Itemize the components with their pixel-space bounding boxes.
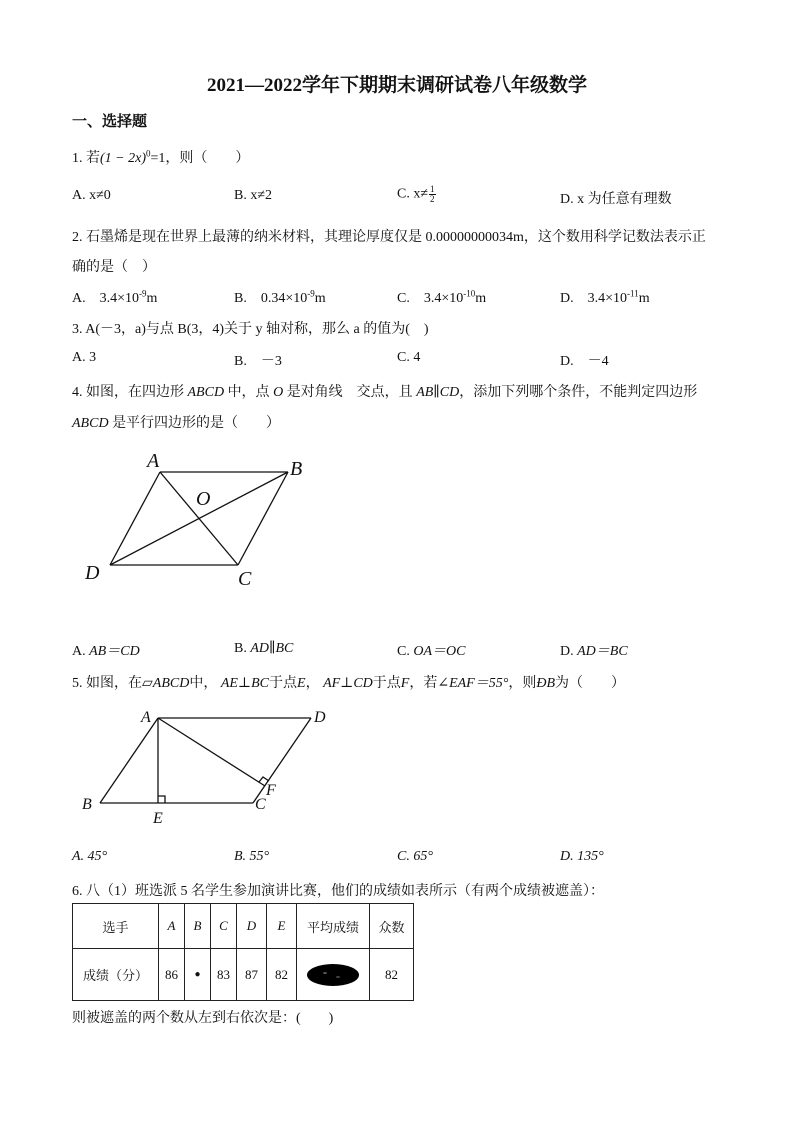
score-cell-e: 82 xyxy=(267,949,297,1001)
q5-parallelogram-figure xyxy=(75,705,345,830)
q4-option-b[interactable]: B. AD∥BC xyxy=(234,641,294,656)
table-row xyxy=(73,949,414,1001)
q5-label-e: E xyxy=(153,810,163,827)
q1-option-a[interactable]: A. x≠0 xyxy=(72,188,111,203)
q5-text: 5. 如图，在▱ABCD中， AE⊥BC于点E， AF⊥CD于点F，若∠EAF＝55°，则ÐB为（ ） xyxy=(72,676,625,691)
score-cell-mode: 82 xyxy=(370,949,414,1001)
q3-option-a[interactable]: A. 3 xyxy=(72,350,97,365)
q4-option-c[interactable]: C. OA＝OC xyxy=(397,644,466,659)
q1-option-d[interactable]: D. x 为任意有理数 xyxy=(560,192,672,207)
table-header-row xyxy=(73,904,414,949)
header-cell-d: D xyxy=(237,904,267,949)
ink-blot-icon xyxy=(305,961,361,989)
q5-label-a: A xyxy=(141,709,151,726)
q4-label-b: B xyxy=(290,458,303,480)
q1-option-c-label: C. x≠ xyxy=(397,186,429,202)
row-label-score: 成绩（分） xyxy=(73,949,159,1001)
score-cell-b: ● xyxy=(185,949,211,1001)
q5-option-d[interactable]: D. 135° xyxy=(560,849,604,864)
q4-parallelogram-figure xyxy=(70,445,330,595)
q4-label-o: O xyxy=(196,488,211,510)
q4-option-d[interactable]: D. AD＝BC xyxy=(560,644,628,659)
header-cell-average: 平均成绩 xyxy=(297,904,370,949)
score-cell-a: 86 xyxy=(159,949,185,1001)
q1-expr: (1 − 2x) xyxy=(100,151,146,166)
score-cell-d: 87 xyxy=(237,949,267,1001)
q3-option-d[interactable]: D. －4 xyxy=(560,354,609,369)
q5-label-f: F xyxy=(266,782,276,799)
question-1 xyxy=(72,147,249,167)
q3-option-c[interactable]: C. 4 xyxy=(397,350,421,365)
q1-exponent: 0 xyxy=(146,148,151,159)
q1-option-c[interactable] xyxy=(397,185,436,204)
q5-right-angle-e xyxy=(158,796,165,803)
q2-option-c[interactable]: C. $3.4\times 10^{-10}m$ xyxy=(397,288,487,306)
header-cell-player: 选手 xyxy=(73,904,159,949)
q4-option-a[interactable]: A. AB＝CD xyxy=(72,644,140,659)
q6-text: 6. 八（1）班选派 5 名学生参加演讲比赛，他们的成绩如表所示（有两个成绩被遮盖）： xyxy=(72,884,604,899)
q4-line1: 4. 如图，在四边形 ABCD 中，点 O 是对角线 交点，且 AB∥CD，添加下列哪个条件，不能判定四边形 xyxy=(72,385,698,400)
q2-option-b[interactable]: B. $0.34\times 10^{-9}m$ xyxy=(234,288,326,306)
q1-suffix: =1，则（ ） xyxy=(150,151,250,166)
q5-label-d: D xyxy=(314,709,326,726)
q3-option-b[interactable]: B. －3 xyxy=(234,354,282,369)
header-cell-mode: 众数 xyxy=(370,904,414,949)
q6-score-table xyxy=(72,903,414,1001)
q4-edge-bc xyxy=(238,472,288,565)
q3-text: 3. A(－3，a)与点 B(3，4)关于 y 轴对称，那么 a 的值为( ) xyxy=(72,322,429,337)
q4-diagonal-bd xyxy=(110,472,288,565)
header-cell-b: B xyxy=(185,904,211,949)
q5-option-b[interactable]: B. 55° xyxy=(234,849,270,864)
header-cell-a: A xyxy=(159,904,185,949)
q5-edge-dc xyxy=(253,718,311,803)
q5-edge-ba xyxy=(100,718,158,803)
q5-option-a[interactable]: A. 45° xyxy=(72,849,108,864)
q4-label-d: D xyxy=(85,562,100,584)
q1-prefix: 1. 若 xyxy=(72,151,100,166)
q1-option-c-fraction: $\frac{1}{2}$ xyxy=(430,184,435,204)
header-cell-e: E xyxy=(267,904,297,949)
header-cell-c: C xyxy=(211,904,237,949)
page-title: 2021—2022学年下期期末调研试卷八年级数学 xyxy=(206,75,587,96)
score-cell-average xyxy=(297,949,370,1001)
q2-line2: 确的是（ ） xyxy=(72,260,156,275)
q5-option-c[interactable]: C. 65° xyxy=(397,849,433,864)
score-cell-c: 83 xyxy=(211,949,237,1001)
section-title: 一、选择题 xyxy=(72,114,148,130)
q2-option-d[interactable]: D. $3.4\times 10^{-11}m$ xyxy=(560,288,650,306)
q5-label-b: B xyxy=(82,796,92,813)
q5-altitude-af xyxy=(158,718,265,786)
q4-label-c: C xyxy=(238,568,252,590)
q6-footer: 则被遮盖的两个数从左到右依次是：( ) xyxy=(72,1011,334,1026)
q4-edge-da xyxy=(110,472,160,565)
q2-line1: 2. 石墨烯是现在世界上最薄的纳米材料，其理论厚度仅是 0.00000000034m，这个数用科学记数法表示正 xyxy=(72,230,706,245)
q4-label-a: A xyxy=(147,450,160,472)
q1-option-b[interactable]: B. x≠2 xyxy=(234,188,273,203)
q4-line2: ABCD 是平行四边形的是（ ） xyxy=(72,416,281,431)
q2-option-a[interactable]: A. $3.4\times 10^{-9}m$ xyxy=(72,288,158,306)
q5-label-c: C xyxy=(255,796,266,813)
